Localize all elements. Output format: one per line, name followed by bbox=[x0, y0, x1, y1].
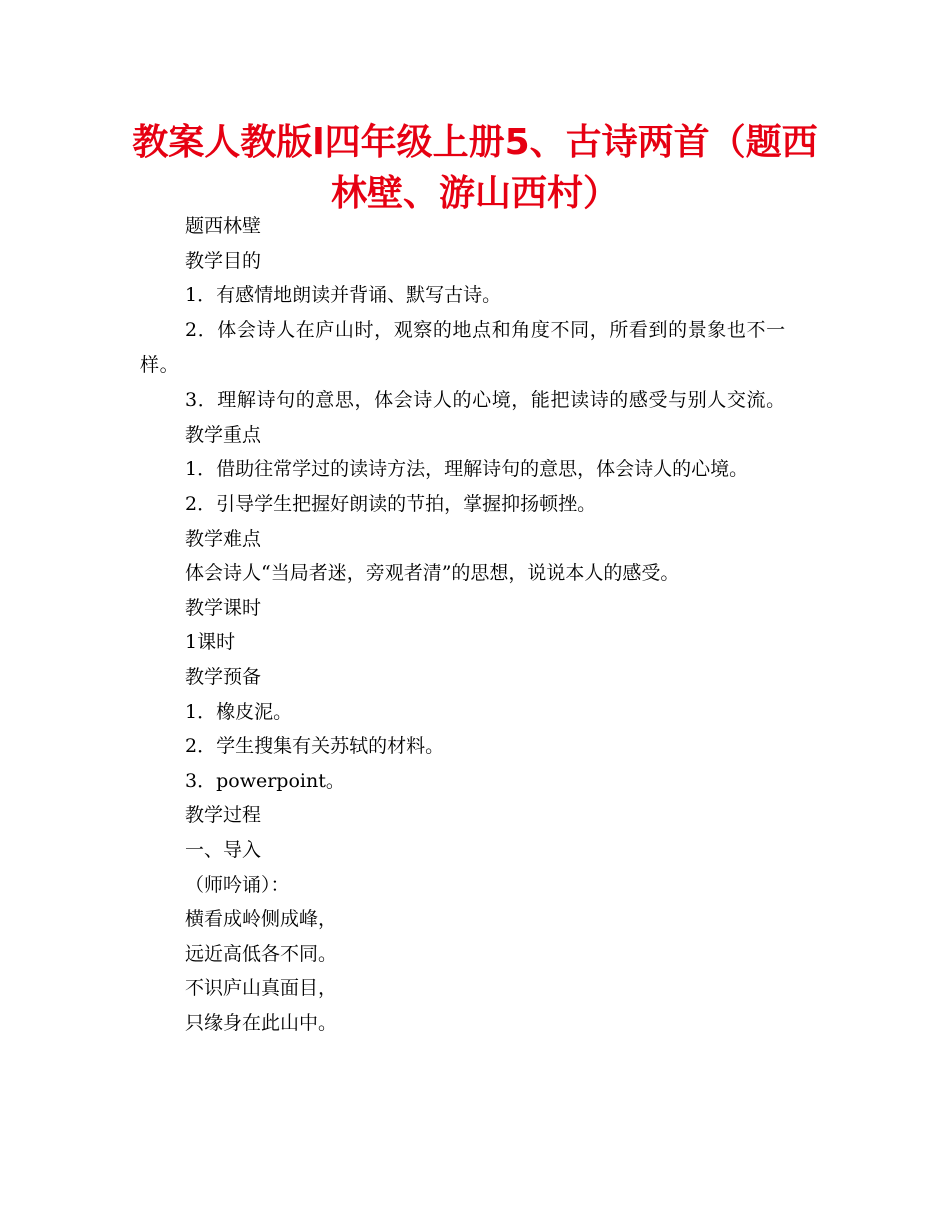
difficulty-item: 体会诗人“当局者迷，旁观者清”的思想，说说本人的感受。 bbox=[185, 562, 680, 585]
objective-item: 2．体会诗人在庐山时，观察的地点和角度不同，所看到的景象也不一样。 bbox=[140, 318, 786, 376]
section-heading-key-points: 教学重点 bbox=[185, 423, 262, 446]
process-note: （师吟诵）： bbox=[185, 873, 290, 896]
preparation-item: 3．powerpoint。 bbox=[185, 769, 345, 792]
document-title: 教案人教版l四年级上册5、古诗两首（题西林壁、游山西村） bbox=[132, 122, 818, 214]
poem-line: 只缘身在此山中。 bbox=[185, 1011, 338, 1034]
preparation-item: 1．橡皮泥。 bbox=[185, 700, 293, 723]
objective-item: 1．有感情地朗读并背诵、默写古诗。 bbox=[185, 284, 502, 307]
section-heading-process: 教学过程 bbox=[185, 804, 262, 827]
document-body bbox=[140, 209, 820, 1040]
key-point-item: 1．借助往常学过的读诗方法，理解诗句的意思，体会诗人的心境。 bbox=[185, 458, 749, 481]
poem-line: 远近高低各不同。 bbox=[185, 942, 338, 965]
process-step-heading: 一、导入 bbox=[185, 838, 262, 861]
poem-line: 不识庐山真面目， bbox=[185, 977, 338, 1000]
preparation-item: 2．学生搜集有关苏轼的材料。 bbox=[185, 735, 445, 758]
section-heading-objectives: 教学目的 bbox=[185, 249, 262, 272]
periods-value: 1课时 bbox=[185, 631, 236, 654]
poem-heading: 题西林壁 bbox=[185, 215, 262, 237]
section-heading-periods: 教学课时 bbox=[185, 596, 262, 619]
section-heading-preparation: 教学预备 bbox=[185, 665, 262, 688]
objective-item: 3．理解诗句的意思，体会诗人的心境，能把读诗的感受与别人交流。 bbox=[185, 388, 786, 411]
poem-line: 横看成岭侧成峰， bbox=[185, 908, 338, 931]
section-heading-difficulties: 教学难点 bbox=[185, 527, 262, 550]
key-point-item: 2．引导学生把握好朗读的节拍，掌握抑扬顿挫。 bbox=[185, 492, 597, 515]
